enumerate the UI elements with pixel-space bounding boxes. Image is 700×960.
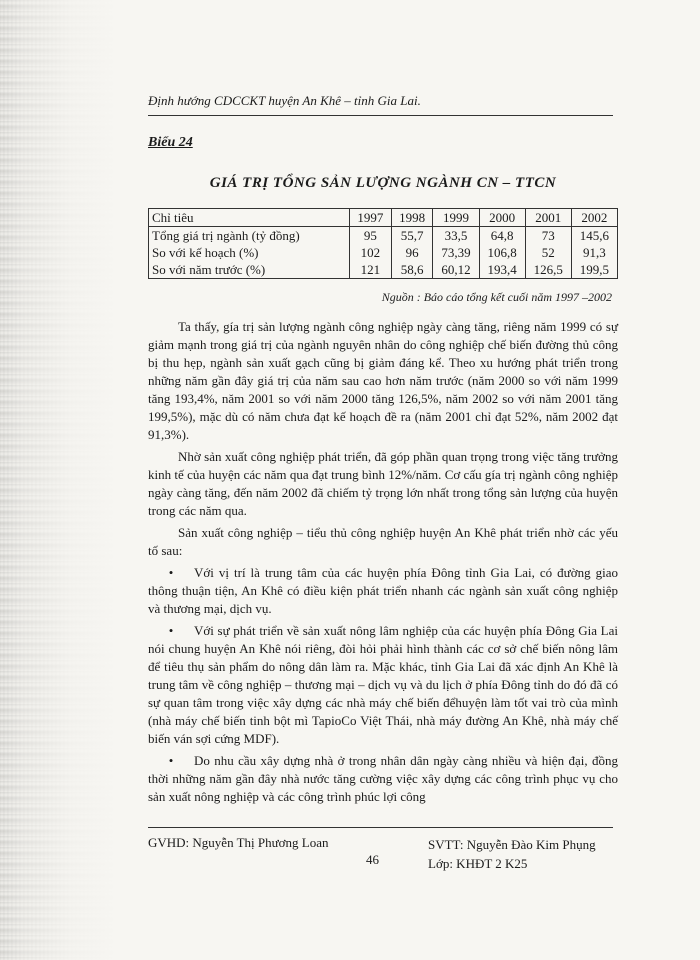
table-cell: 106,8	[479, 244, 525, 261]
column-header: Chỉ tiêu	[149, 209, 350, 227]
column-header: 1999	[433, 209, 479, 227]
table-cell: 64,8	[479, 227, 525, 245]
paragraph: Sản xuất công nghiệp – tiểu thủ công nghiệp huyện An Khê phát triển nhờ các yếu tố sau:	[148, 525, 618, 558]
bullet-dot: •	[168, 753, 174, 768]
document-page	[148, 0, 618, 960]
table-cell: 60,12	[433, 261, 479, 279]
paragraph: Ta thấy, gía trị sản lượng ngành công nghiệp ngày càng tăng, riêng năm 1999 có sự giảm mạnh trong giá trị của ngành nguyên nhân do công nghiệp chế biến đường thủ công bị thu hẹp, ngành sản xuất gạch cũng bị giảm đáng kể. Theo xu hướng phát triển trong những năm gần đây giá trị của năm sau cao hơn năm trước (năm 2000 so với năm 1999 tăng 193,4%, năm 2001 so với năm 2000 tăng 126,5%, năm 2002 so với năm 2001 tăng 199,5%), mặc dù có năm chưa đạt kế hoạch đề ra (năm 2001 chỉ đạt 52%, năm 2002 đạt 91,3%).	[148, 319, 618, 442]
table-header-row	[149, 209, 618, 227]
table-cell: 55,7	[391, 227, 433, 245]
data-table	[148, 208, 618, 279]
chart-label: Biểu 24	[148, 135, 193, 150]
advisor-name: GVHD: Nguyễn Thị Phương Loan	[148, 835, 329, 850]
column-header: 2000	[479, 209, 525, 227]
table-cell: 33,5	[433, 227, 479, 245]
header-divider	[148, 115, 613, 116]
bullet-item	[148, 752, 618, 806]
bullet-dot: •	[168, 565, 174, 580]
paragraph: Nhờ sản xuất công nghiệp phát triển, đã góp phần quan trọng trong việc tăng trưởng kinh tế của huyện các năm qua đạt trung bình 12%/năm. Cơ cấu gía trị ngành công nghiệp ngày càng tăng, đến năm 2002 đã chiếm tỷ trọng lớn nhất trong tổng sản lượng của huyện trong các năm qua.	[148, 449, 618, 518]
table-cell: 199,5	[571, 261, 617, 279]
row-label: So với kế hoạch (%)	[149, 244, 350, 261]
row-label: Tổng giá trị ngành (tỷ đồng)	[149, 227, 350, 245]
table-row	[149, 227, 618, 245]
bullet-text: Với vị trí là trung tâm của các huyện phía Đông tỉnh Gia Lai, có đường giao thông thuận tiện, An Khê có điều kiện phát triển nhanh các ngành sản xuất công nghiệp và thương mại, dịch vụ.	[148, 565, 618, 616]
column-header: 1998	[391, 209, 433, 227]
row-label: So với năm trước (%)	[149, 261, 350, 279]
table-title: GIÁ TRỊ TỔNG SẢN LƯỢNG NGÀNH CN – TTCN	[209, 175, 557, 191]
table-cell: 121	[350, 261, 392, 279]
bullet-dot: •	[168, 623, 174, 638]
body-text	[148, 318, 618, 810]
table-cell: 96	[391, 244, 433, 261]
page-number: 46	[366, 852, 379, 867]
table-row	[149, 261, 618, 279]
bullet-text: Do nhu cầu xây dựng nhà ở trong nhân dân ngày càng nhiều và hiện đại, đồng thời những năm gần đây nhà nước tăng cường việc xây dựng các công trình phục vụ cho sản xuất nông nghiệp và các công trình phúc lợi công	[148, 753, 618, 804]
table-cell: 52	[525, 244, 571, 261]
running-header: Định hướng CDCCKT huyện An Khê – tỉnh Gia Lai.	[148, 93, 421, 108]
table-cell: 73	[525, 227, 571, 245]
table-row	[149, 244, 618, 261]
table-cell: 193,4	[479, 261, 525, 279]
student-info	[428, 835, 596, 873]
student-class: Lớp: KHĐT 2 K25	[428, 856, 528, 871]
column-header: 2001	[525, 209, 571, 227]
table-cell: 95	[350, 227, 392, 245]
table-cell: 126,5	[525, 261, 571, 279]
table-cell: 58,6	[391, 261, 433, 279]
column-header: 1997	[350, 209, 392, 227]
table-cell: 73,39	[433, 244, 479, 261]
bullet-item	[148, 564, 618, 618]
student-name: SVTT: Nguyễn Đào Kim Phụng	[428, 837, 596, 852]
scan-binding-edge	[0, 0, 118, 960]
source-note: Nguồn : Báo cáo tổng kết cuối năm 1997 –2002	[381, 290, 612, 304]
bullet-item	[148, 622, 618, 748]
table-cell: 145,6	[571, 227, 617, 245]
table-cell: 91,3	[571, 244, 617, 261]
column-header: 2002	[571, 209, 617, 227]
footer-divider	[148, 827, 613, 828]
table-cell: 102	[350, 244, 392, 261]
bullet-text: Với sự phát triển về sản xuất nông lâm nghiệp của các huyện phía Đông Gia Lai nói chung huyện An Khê nói riêng, đòi hỏi phải hình thành các cơ sở chế biến nông lâm để tiêu thụ sản phẩm do nông dân làm ra. Mặc khác, tỉnh Gia Lai đã xác định An Khê là trung tâm về công nghiệp – thương mại – dịch vụ và du lịch ở phía Đông tỉnh do đó đã có sự quan tâm trong việc xây dựng các nhà máy chế biến đểhuyện làm tốt vai trò của mình (nhà máy chế biến tinh bột mì TapioCo Việt Thái, nhà máy đường An Khê, nhà máy chế biến ván sợi cứng MDF).	[148, 623, 618, 746]
